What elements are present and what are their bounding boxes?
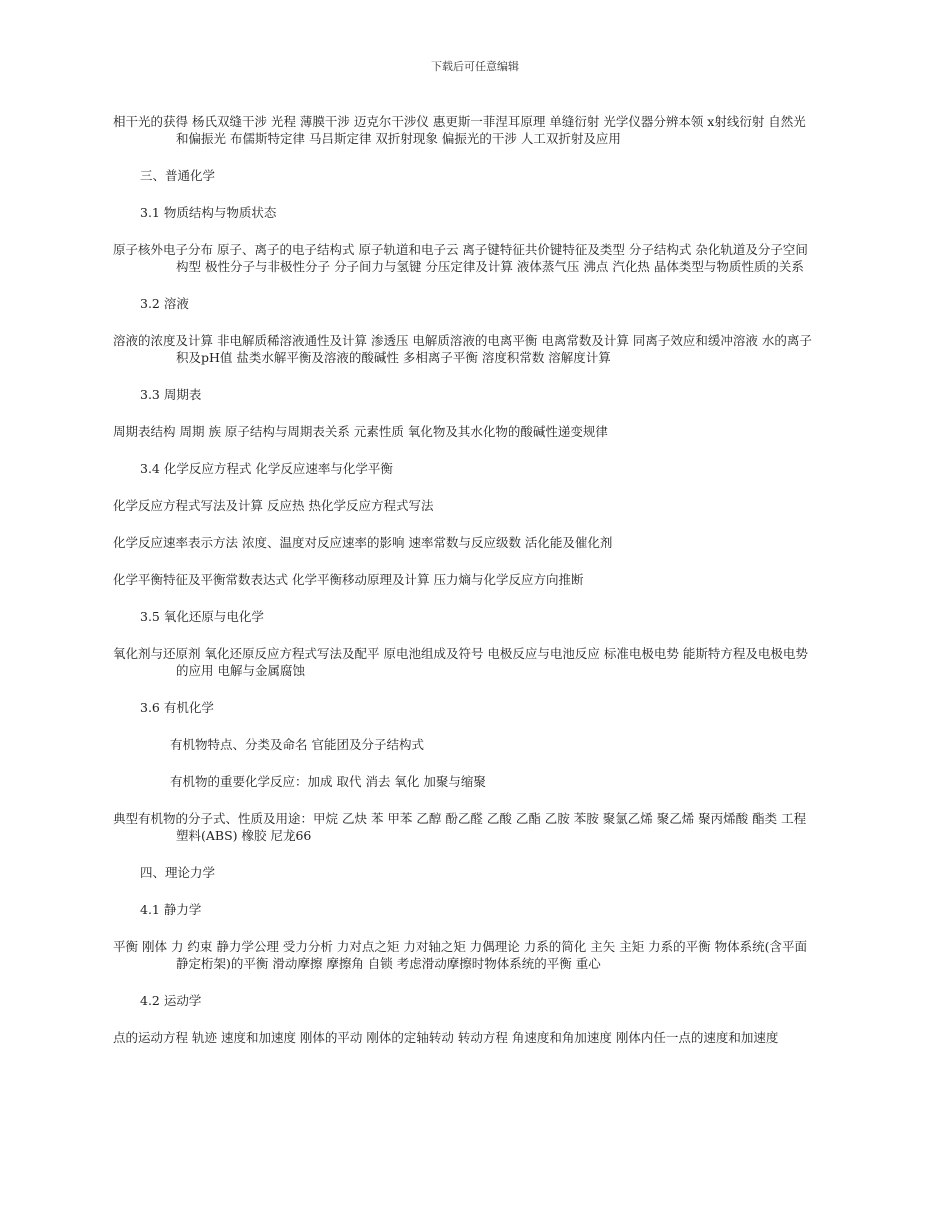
- optics-topics: 相干光的获得 杨氏双缝干涉 光程 薄膜干涉 迈克尔干涉仪 惠更斯一菲涅耳原理 单缝衍射 光学仪器分辨本领 x射线衍射 自然光和偏振光 布儒斯特定律 马吕斯定律 双折射现象 偏振光的干涉 人工双折射及应用: [113, 114, 806, 146]
- subsection-heading-3-4: 3.4 化学反应方程式 化学反应速率与化学平衡: [140, 461, 393, 476]
- subsection-body-3-5: 氧化剂与还原剂 氧化还原反应方程式写法及配平 原电池组成及符号 电极反应与电池反应 标准电极电势 能斯特方程及电极电势的应用 电解与金属腐蚀: [113, 646, 808, 678]
- subsection-heading-4-1: 4.1 静力学: [140, 902, 202, 917]
- subsection-body-3-3: 周期表结构 周期 族 原子结构与周期表关系 元素性质 氧化物及其水化物的酸碱性递变规律: [113, 424, 608, 439]
- subsection-heading-3-6: 3.6 有机化学: [140, 700, 214, 715]
- subsection-heading-3-3: 3.3 周期表: [140, 387, 202, 402]
- subsection-body-3-4-c: 化学平衡特征及平衡常数表达式 化学平衡移动原理及计算 压力熵与化学反应方向推断: [113, 572, 584, 587]
- subsection-body-3-4-a: 化学反应方程式写法及计算 反应热 热化学反应方程式写法: [113, 498, 434, 513]
- subsection-body-4-1: 平衡 刚体 力 约束 静力学公理 受力分析 力对点之矩 力对轴之矩 力偶理论 力系的简化 主矢 主矩 力系的平衡 物体系统(含平面静定桁架)的平衡 滑动摩擦 摩擦角 自锁 考虑滑动摩擦时物体系统的平衡 重心: [113, 939, 808, 971]
- subsection-body-4-2: 点的运动方程 轨迹 速度和加速度 刚体的平动 刚体的定轴转动 转动方程 角速度和角加速度 刚体内任一点的速度和加速度: [113, 1030, 779, 1045]
- document-body: [113, 113, 813, 1046]
- subsection-heading-3-1: 3.1 物质结构与物质状态: [140, 205, 277, 220]
- section-heading-mechanics: 四、理论力学: [140, 865, 216, 880]
- section-heading-chemistry: 三、普通化学: [140, 168, 216, 183]
- subsection-heading-3-5: 3.5 氧化还原与电化学: [140, 609, 264, 624]
- subsection-body-3-6: 典型有机物的分子式、性质及用途：甲烷 乙炔 苯 甲苯 乙醇 酚乙醛 乙酸 乙酯 乙胺 苯胺 聚氯乙烯 聚乙烯 聚丙烯酸 酯类 工程塑料(ABS) 橡胶 尼龙66: [113, 811, 807, 843]
- subsection-body-3-4-b: 化学反应速率表示方法 浓度、温度对反应速率的影响 速率常数与反应级数 活化能及催化剂: [113, 535, 613, 550]
- subsection-item-3-6-a: 有机物特点、分类及命名 官能团及分子结构式: [170, 737, 424, 752]
- page-header: 下载后可任意编辑: [431, 60, 519, 73]
- subsection-heading-3-2: 3.2 溶液: [140, 296, 189, 311]
- subsection-body-3-2: 溶液的浓度及计算 非电解质稀溶液通性及计算 渗透压 电解质溶液的电离平衡 电离常数及计算 同离子效应和缓冲溶液 水的离子积及pH值 盐类水解平衡及溶液的酸碱性 多相离子平衡 溶度积常数 溶解度计算: [113, 333, 812, 365]
- subsection-heading-4-2: 4.2 运动学: [140, 993, 202, 1008]
- subsection-item-3-6-b: 有机物的重要化学反应：加成 取代 消去 氧化 加聚与缩聚: [170, 774, 486, 789]
- subsection-body-3-1: 原子核外电子分布 原子、离子的电子结构式 原子轨道和电子云 离子键特征共价键特征及类型 分子结构式 杂化轨道及分子空间构型 极性分子与非极性分子 分子间力与氢键 分压定律及计算 液体蒸气压 沸点 汽化热 晶体类型与物质性质的关系: [113, 242, 808, 274]
